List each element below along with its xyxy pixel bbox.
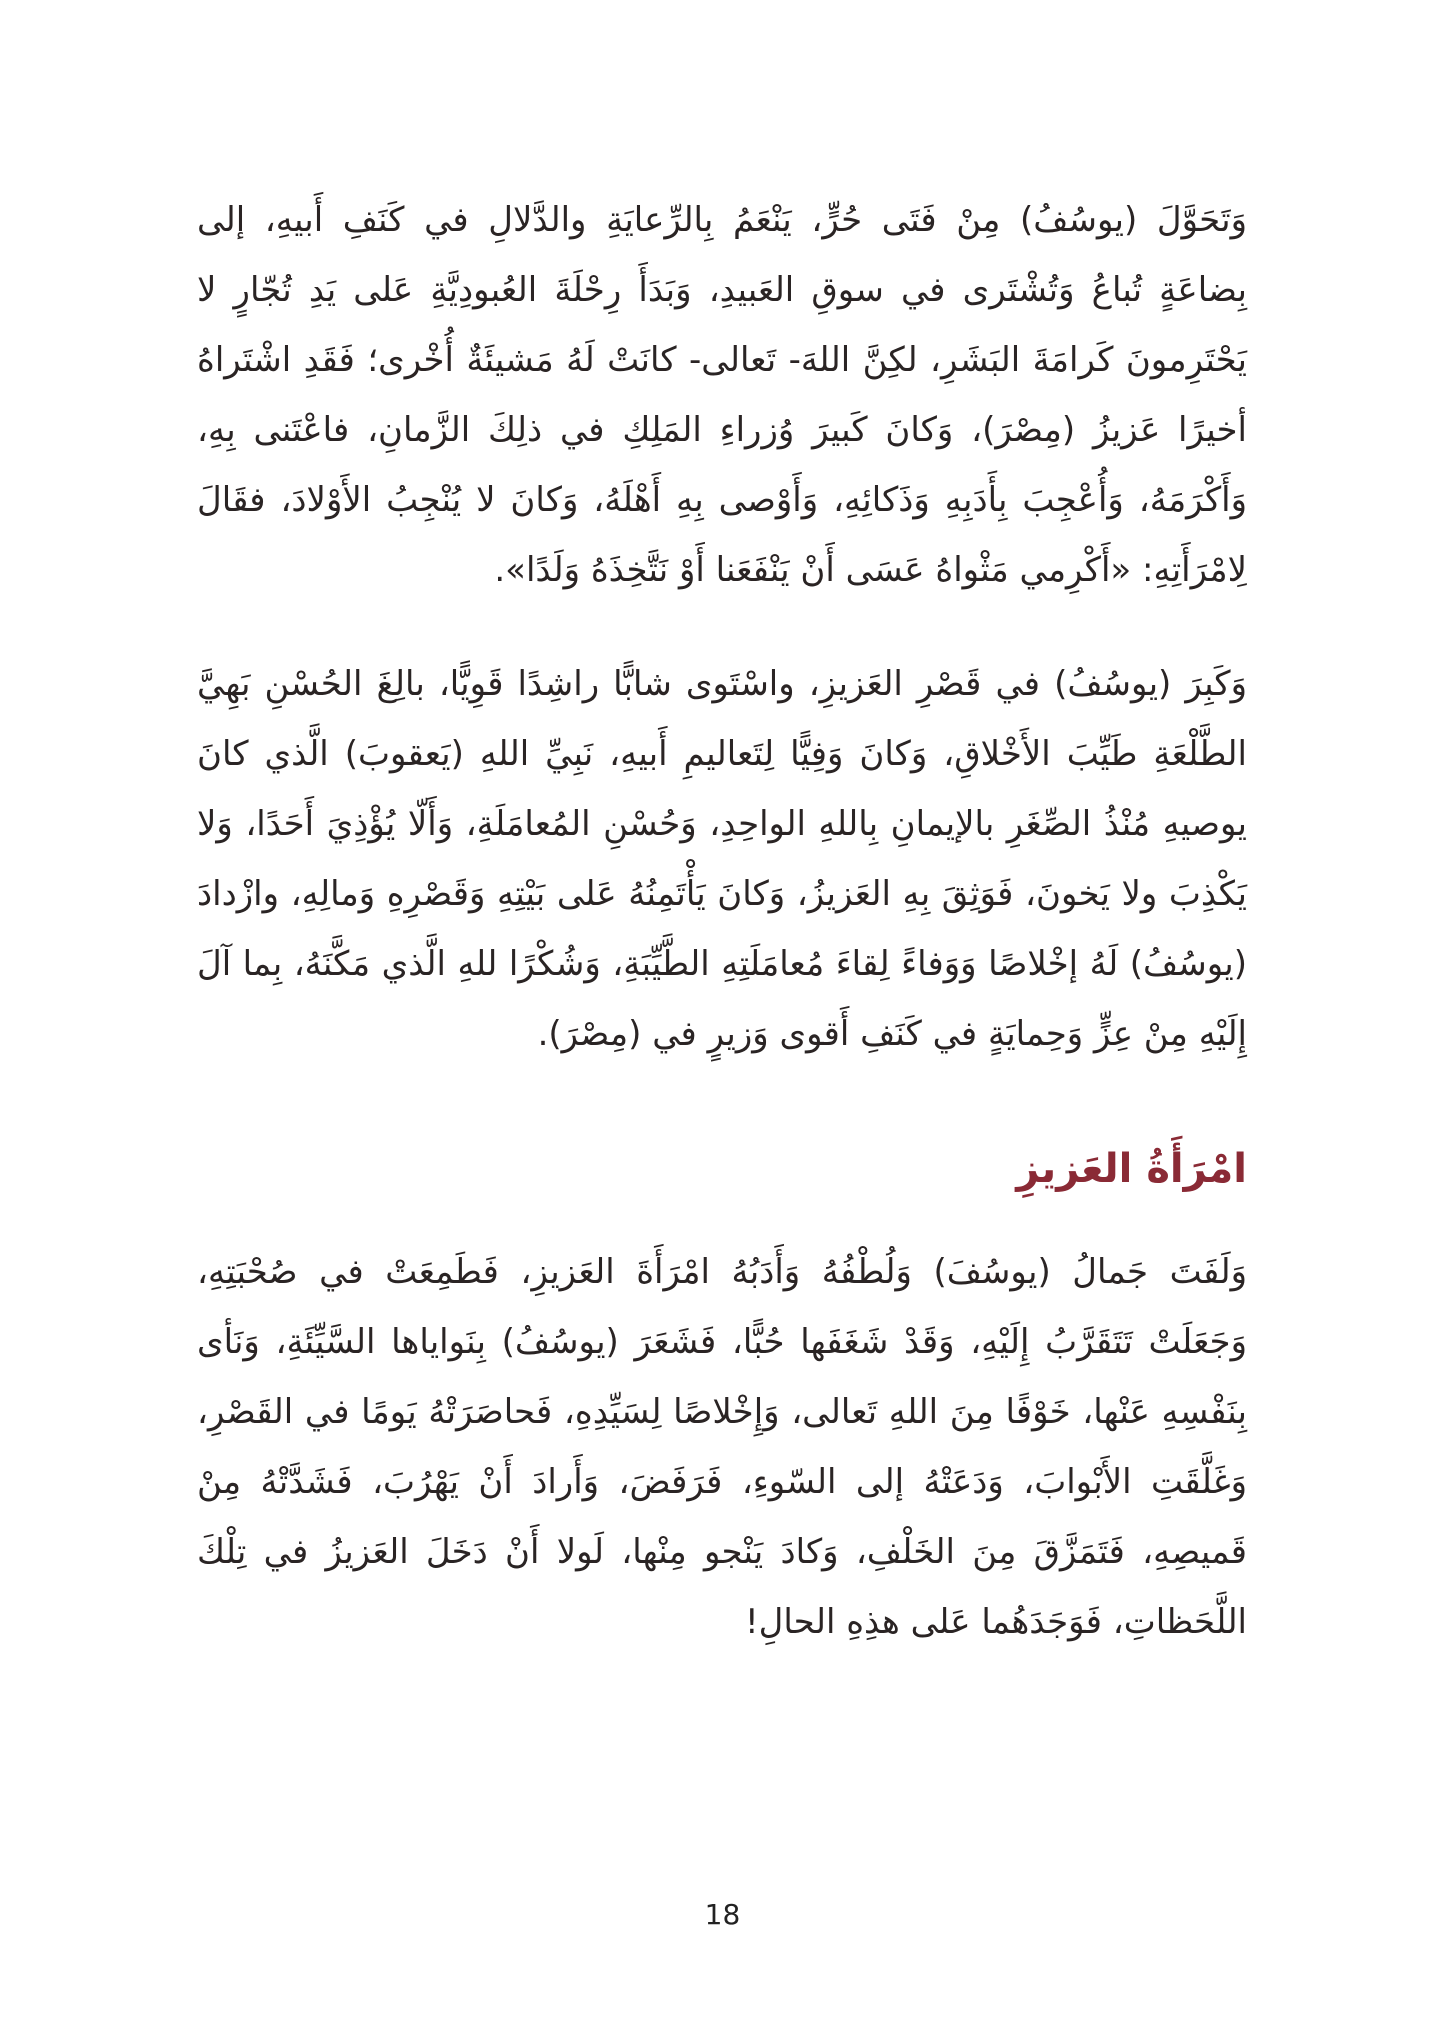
page-number: 18 — [704, 1898, 741, 1931]
paragraph-2: وَكَبِرَ (يوسُفُ) في قَصْرِ العَزيزِ، واسْتَوى شابًّا راشِدًا قَوِيًّا، بالِغَ الحُسْنِ بَهِيَّ الطَّلْعَةِ طَيِّبَ الأَخْلاقِ، وَكانَ وَفِيًّا لِتَعاليمِ أَبيهِ، نَبِيِّ اللهِ (يَعقوبَ) الَّذي كانَ يوصيهِ مُنْذُ الصِّغَرِ بالإيمانِ بِاللهِ الواحِدِ، وَحُسْنِ المُعامَلَةِ، وَأَلّا يُؤْذِيَ أَحَدًا، وَلا يَكْذِبَ ولا يَخونَ، فَوَثِقَ بِهِ العَزيزُ، وَكانَ يَأْتَمِنُهُ عَلى بَيْتِهِ وَقَصْرِهِ وَمالِهِ، وازْدادَ (يوسُفُ) لَهُ إخْلاصًا وَوَفاءً لِقاءَ مُعامَلَتِهِ الطَّيِّبَةِ، وَشُكْرًا للهِ الَّذي مَكَّنَهُ، بِما آلَ إِلَيْهِ مِنْ عِزٍّ وَحِمايَةٍ في كَنَفِ أَقوى وَزيرٍ في (مِصْرَ). — [197, 664, 1247, 1054]
paragraph-3: وَلَفَتَ جَمالُ (يوسُفَ) وَلُطْفُهُ وَأَدَبُهُ امْرَأَةَ العَزيزِ، فَطَمِعَتْ في صُحْبَتِهِ، وَجَعَلَتْ تَتَقَرَّبُ إِلَيْهِ، وَقَدْ شَغَفَها حُبًّا، فَشَعَرَ (يوسُفُ) بِنَواياها السَّيِّئَةِ، وَنَأى بِنَفْسِهِ عَنْها، خَوْفًا مِنَ اللهِ تَعالى، وَإِخْلاصًا لِسَيِّدِهِ، فَحاصَرَتْهُ يَومًا في القَصْرِ، وَغَلَّقَتِ الأَبْوابَ، وَدَعَتْهُ إلى السّوءِ، فَرَفَضَ، وَأَرادَ أَنْ يَهْرُبَ، فَشَدَّتْهُ مِنْ قَميصِهِ، فَتَمَزَّقَ مِنَ الخَلْفِ، وَكادَ يَنْجو مِنْها، لَولا أَنْ دَخَلَ العَزيزُ في تِلْكَ اللَّحَظاتِ، فَوَجَدَهُما عَلى هذِهِ الحالِ! — [197, 1252, 1247, 1642]
paragraph-1: وَتَحَوَّلَ (يوسُفُ) مِنْ فَتَى حُرٍّ، يَنْعَمُ بِالرِّعايَةِ والدَّلالِ في كَنَفِ أَبيهِ، إلى بِضاعَةٍ تُباعُ وَتُشْتَرى في سوقِ العَبيدِ، وَبَدَأَ رِحْلَةَ العُبودِيَّةِ عَلى يَدِ تُجّارٍ لا يَحْتَرِمونَ كَرامَةَ البَشَرِ، لكِنَّ اللهَ- تَعالى- كانَتْ لَهُ مَشيئَةٌ أُخْرى؛ فَقَدِ اشْتَراهُ أخيرًا عَزيزُ (مِصْرَ)، وَكانَ كَبيرَ وُزراءِ المَلِكِ في ذلِكَ الزَّمانِ، فاعْتَنى بِهِ، وَأَكْرَمَهُ، وَأُعْجِبَ بِأَدَبِهِ وَذَكائِهِ، وَأَوْصى بِهِ أَهْلَهُ، وَكانَ لا يُنْجِبُ الأَوْلادَ، فقَالَ لِامْرَأَتِهِ: «أَكْرِمي مَثْواهُ عَسَى أَنْ يَنْفَعَنا أَوْ نَتَّخِذَهُ وَلَدًا». — [197, 200, 1247, 590]
section-heading: امْرَأَةُ العَزيزِ — [1016, 1146, 1247, 1192]
page-content — [197, 185, 1247, 1657]
